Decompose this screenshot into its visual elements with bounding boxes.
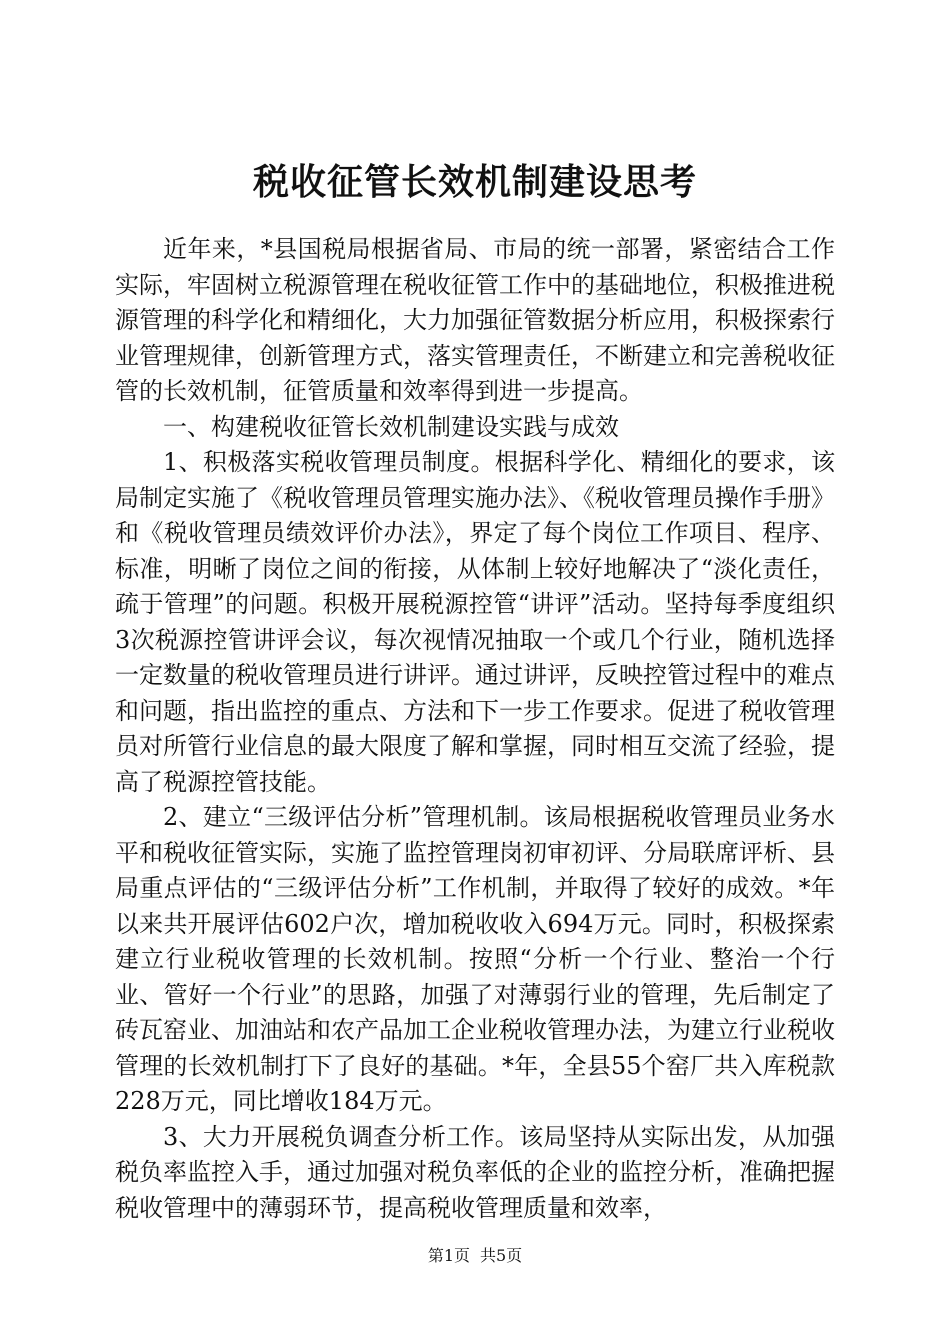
page-number-total: 共5页 (480, 1246, 523, 1265)
paragraph-intro: 近年来，*县国税局根据省局、市局的统一部署，紧密结合工作实际，牢固树立税源管理在税收征管工作中的基础地位，积极推进税源管理的科学化和精细化，大力加强征管数据分析应用，积极探索行业管理规律，创新管理方式，落实管理责任，不断建立和完善税收征管的长效机制，征管质量和效率得到进一步提高。 (115, 235, 835, 405)
paragraph-item-3: 3、大力开展税负调查分析工作。该局坚持从实际出发，从加强税负率监控入手，通过加强对税负率低的企业的监控分析，准确把握税收管理中的薄弱环节，提高税收管理质量和效率， (115, 1122, 835, 1222)
document-title: 税收征管长效机制建设思考 (252, 161, 697, 203)
paragraph-item-2: 2、建立“三级评估分析”管理机制。该局根据税收管理员业务水平和税收征管实际，实施了监控管理岗初审初评、分局联席评析、县局重点评估的“三级评估分析”工作机制，并取得了较好的成效。*年以来共开展评估602户次，增加税收收入694万元。同时，积极探索建立行业税收管理的长效机制。按照“分析一个行业、整治一个行业、管好一个行业”的思路，加强了对薄弱行业的管理，先后制定了砖瓦窑业、加油站和农产品加工企业税收管理办法，为建立行业税收管理的长效机制打下了良好的基础。*年，全县55个窑厂共入库税款228万元，同比增收184万元。 (115, 803, 835, 1115)
section-heading: 一、构建税收征管长效机制建设实践与成效 (163, 412, 619, 441)
page-footer (0, 1245, 950, 1267)
paragraph-item-1: 1、积极落实税收管理员制度。根据科学化、精细化的要求，该局制定实施了《税收管理员管理实施办法》、《税收管理员操作手册》和《税收管理员绩效评价办法》，界定了每个岗位工作项目、程序、标准，明晰了岗位之间的衔接，从体制上较好地解决了“淡化责任，疏于管理”的问题。积极开展税源控管“讲评”活动。坚持每季度组织3次税源控管讲评会议，每次视情况抽取一个或几个行业，随机选择一定数量的税收管理员进行讲评。通过讲评，反映控管过程中的难点和问题，指出监控的重点、方法和下一步工作要求。促进了税收管理员对所管行业信息的最大限度了解和掌握，同时相互交流了经验，提高了税源控管技能。 (115, 448, 835, 796)
document-body (115, 232, 835, 1226)
page-number-current: 第1页 (427, 1246, 470, 1265)
